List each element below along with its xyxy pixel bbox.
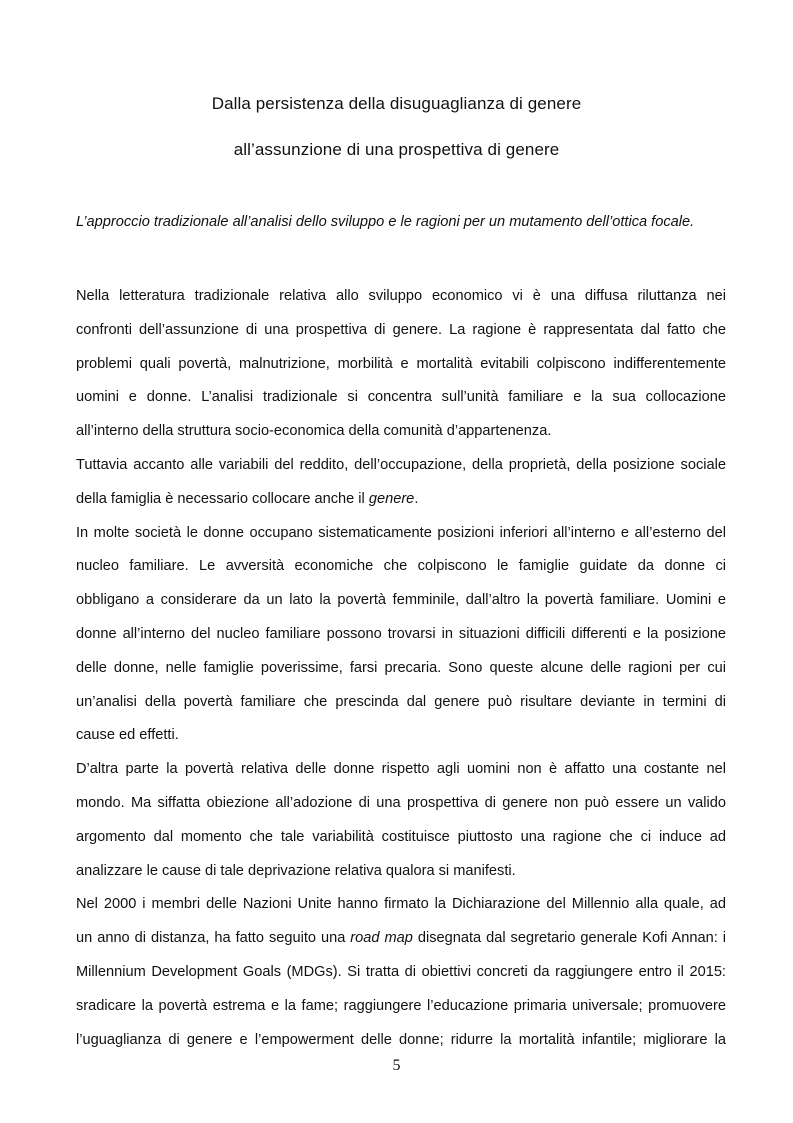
page-title-line-1: Dalla persistenza della disuguaglianza di genere <box>211 94 582 113</box>
text-line: nucleo familiare. Le avversità economiche che colpiscono le famiglie guidate da donne ci <box>76 558 726 575</box>
text-line: In molte società le donne occupano sistematicamente posizioni inferiori all’interno e all’esterno del <box>76 524 726 541</box>
text-run: disegnata dal segretario generale Kofi Annan: i <box>412 930 726 947</box>
text-line: confronti dell’assunzione di una prospettiva di genere. La ragione è rappresentata dal fatto che <box>76 321 726 338</box>
text-line: argomento dal momento che tale variabilità costituisce piuttosto una ragione che ci induce ad <box>76 828 726 845</box>
text-line: Millennium Development Goals (MDGs). Si tratta di obiettivi concreti da raggiungere entro il 2015: <box>76 963 726 980</box>
page-number: 5 <box>392 1057 401 1074</box>
text-run: un anno di distanza, ha fatto seguito una <box>76 930 351 947</box>
text-line: analizzare le cause di tale deprivazione relativa qualora si manifesti. <box>76 862 516 879</box>
text-line: delle donne, nelle famiglie poverissime, farsi precaria. Sono queste alcune delle ragioni per cui <box>76 659 726 676</box>
italic-text-run: road map <box>350 930 413 947</box>
text-line: mondo. Ma siffatta obiezione all’adozione di una prospettiva di genere non può essere un valido <box>76 794 726 811</box>
body-text <box>76 280 726 1057</box>
text-line: cause ed effetti. <box>76 727 179 744</box>
page-title-line-2: all’assunzione di una prospettiva di genere <box>233 140 560 159</box>
text-line: Nella letteratura tradizionale relativa allo sviluppo economico vi è una diffusa riluttanza nei <box>76 288 726 304</box>
text-line <box>76 922 726 956</box>
text-run: . <box>414 490 419 507</box>
text-line: Tuttavia accanto alle variabili del reddito, dell’occupazione, della proprietà, della posizione sociale <box>76 456 726 473</box>
text-line <box>76 483 726 517</box>
italic-text-run: genere <box>368 490 415 507</box>
section-subtitle: L’approccio tradizionale all’analisi dello sviluppo e le ragioni per un mutamento dell’ottica focale. <box>76 214 695 230</box>
text-line: all’interno della struttura socio-economica della comunità d’appartenenza. <box>76 423 552 440</box>
text-line: uomini e donne. L’analisi tradizionale si concentra sull’unità familiare e la sua collocazione <box>76 389 726 406</box>
text-line: l’uguaglianza di genere e l’empowerment delle donne; ridurre la mortalità infantile; migliorare la <box>76 1031 726 1048</box>
text-line: un’analisi della povertà familiare che prescinda dal genere può risultare deviante in termini di <box>76 693 726 710</box>
text-run: della famiglia è necessario collocare anche il <box>76 490 369 507</box>
text-line: D’altra parte la povertà relativa delle donne rispetto agli uomini non è affatto una costante nel <box>76 761 726 778</box>
text-line: obbligano a considerare da un lato la povertà femminile, dall’altro la povertà familiare. Uomini e <box>76 592 726 609</box>
text-line: donne all’interno del nucleo familiare possono trovarsi in situazioni difficili differenti e la posizione <box>76 625 726 642</box>
text-line: problemi quali povertà, malnutrizione, morbilità e mortalità evitabili colpiscono indifferentemente <box>76 355 726 372</box>
text-line: sradicare la povertà estrema e la fame; raggiungere l’educazione primaria universale; promuovere <box>76 997 726 1014</box>
text-line: Nel 2000 i membri delle Nazioni Unite hanno firmato la Dichiarazione del Millennio alla quale, ad <box>76 896 726 913</box>
